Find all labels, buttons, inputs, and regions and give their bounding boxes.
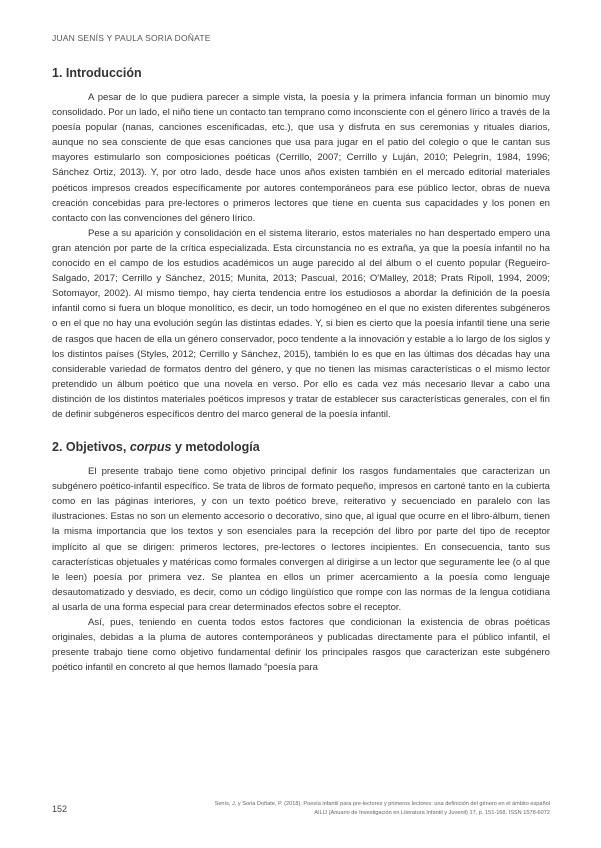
heading-prefix: 2. Objetivos,: [52, 440, 130, 455]
heading-suffix: y metodología: [171, 440, 260, 455]
citation-line: AILIJ (Anuario de Investigación en Literatura Infantil y Juvenil) 17, p. 151-168. ISSN 1578-6072: [314, 810, 550, 816]
paragraph: El presente trabajo tiene como objetivo principal definir los rasgos fundamentales que caracterizan un subgénero poético-infantil específico. Se trata de libros de formato pequeño, impresos en cartoné tanto en la cubierta como en las páginas interiores, y con un texto poético breve, reiterativo y secuenciado en paralelo con las ilustraciones. Estas no son un elemento accesorio o decorativo, sino que, al igual que ocurre en el libro-álbum, tienen la misma importancia que los textos y son esenciales para la recepción del libro por parte del tipo de receptor implícito al que se dirigen: primeros lectores, pre-lectores o lectores incipientes. En consecuencia, tanto sus características objetuales y matéricas como formales convergen al dirigirse a un lector que seguramente lee (o al que le leen) poesía por primera vez. Se plantea en ellos un primer acercamiento a la poesía como lenguaje desautomatizado y desviado, es decir, como un código lingüístico que rompe con las normas de la lengua cotidiana al usarla de una forma especial para crear determinados efectos sobre el receptor.: [52, 466, 550, 613]
article-body: [52, 66, 550, 675]
page-number: 152: [52, 804, 68, 814]
footer-citation: [130, 800, 550, 818]
section-heading-objetivos: [52, 440, 550, 454]
heading-italic: corpus: [129, 440, 172, 455]
paragraph: A pesar de lo que pudiera parecer a simple vista, la poesía y la primera infancia forman un binomio muy consolidado. Por un lado, el niño tiene un contacto tan temprano como inconsciente con el género lírico a través de la poesía popular (nanas, canciones escenificadas, etc.), que usa y disfruta en sus ceremonias y rituales diarios, aunque no sea consciente de que esas canciones que usa para jugar en el patio del colegio o que le cantan sus mayores estimularlo son composiciones poéticas (Cerrillo, 2007; Cerrillo y Luján, 2010; Pelegrín, 1984, 1996; Sánchez Ortiz, 2013). Y, por otro lado, desde hace unos años existen también en el mercado editorial materiales poéticos impresos creados específicamente por autores contemporáneos para ese público lector, obras de nueva creación concebidas para pre-lectores o primeros lectores que tiene en cuenta sus capacidades y los ponen en contacto con las convenciones del género lírico.: [52, 92, 550, 224]
paragraph: Así, pues, teniendo en cuenta todos estos factores que condicionan la existencia de obras poéticas originales, debidas a la pluma de autores contemporáneos y publicadas directamente para el público infantil, el presente trabajo tiene como objetivo fundamental definir los principales rasgos que caracterizan este subgénero poético infantil en concreto al que hemos llamado “poesía para: [52, 617, 550, 674]
running-head: JUAN SENÍS Y PAULA SORIA DOÑATE: [52, 33, 211, 43]
section-heading-introduccion: 1. Introducción: [52, 66, 142, 80]
citation-line: Senís, J. y Soria Doñate, P. (2018). Poesía infantil para pre-lectores y primeros lectores: una definición del género en el ámbito español: [214, 801, 550, 807]
paragraph: Pese a su aparición y consolidación en el sistema literario, estos materiales no han despertado empero una gran atención por parte de la crítica especializada. Esta circunstancia no es extraña, ya que la poesía infantil no ha conocido en el campo de los estudios académicos un auge parecido al del álbum o el cuento popular (Regueiro-Salgado, 2017; Cerrillo y Sánchez, 2015; Munita, 2013; Pascual, 2016; O'Malley, 2018; Prats Ripoll, 1994, 2009; Sotomayor, 2002). Al mismo tiempo, hay cierta tendencia entre los estudiosos a abordar la definición de la poesía infantil como si fuera un bloque monolítico, es decir, un todo homogéneo en el que no existen diferentes subgéneros o en el que no hay una evolución según las distintas edades. Y, si bien es cierto que la poesía infantil tiene una serie de rasgos que hacen de ella un género conservador, poco tendente a la innovación y estable a lo largo de los siglos y los distintos países (Styles, 2012; Cerrillo y Sánchez, 2015), también lo es que en las últimas dos décadas hay una considerable variedad de formatos dentro del género, y que no tienen las mismas características o el mismo lector pretendido un álbum poético que una novela en verso. Por ello es cada vez más necesario llevar a cabo una distinción de los distintos materiales poéticos impresos y tratar de establecer sus características generales, con el fin de definir subgéneros específicos dentro del marco general de la poesía infantil.: [52, 227, 550, 420]
